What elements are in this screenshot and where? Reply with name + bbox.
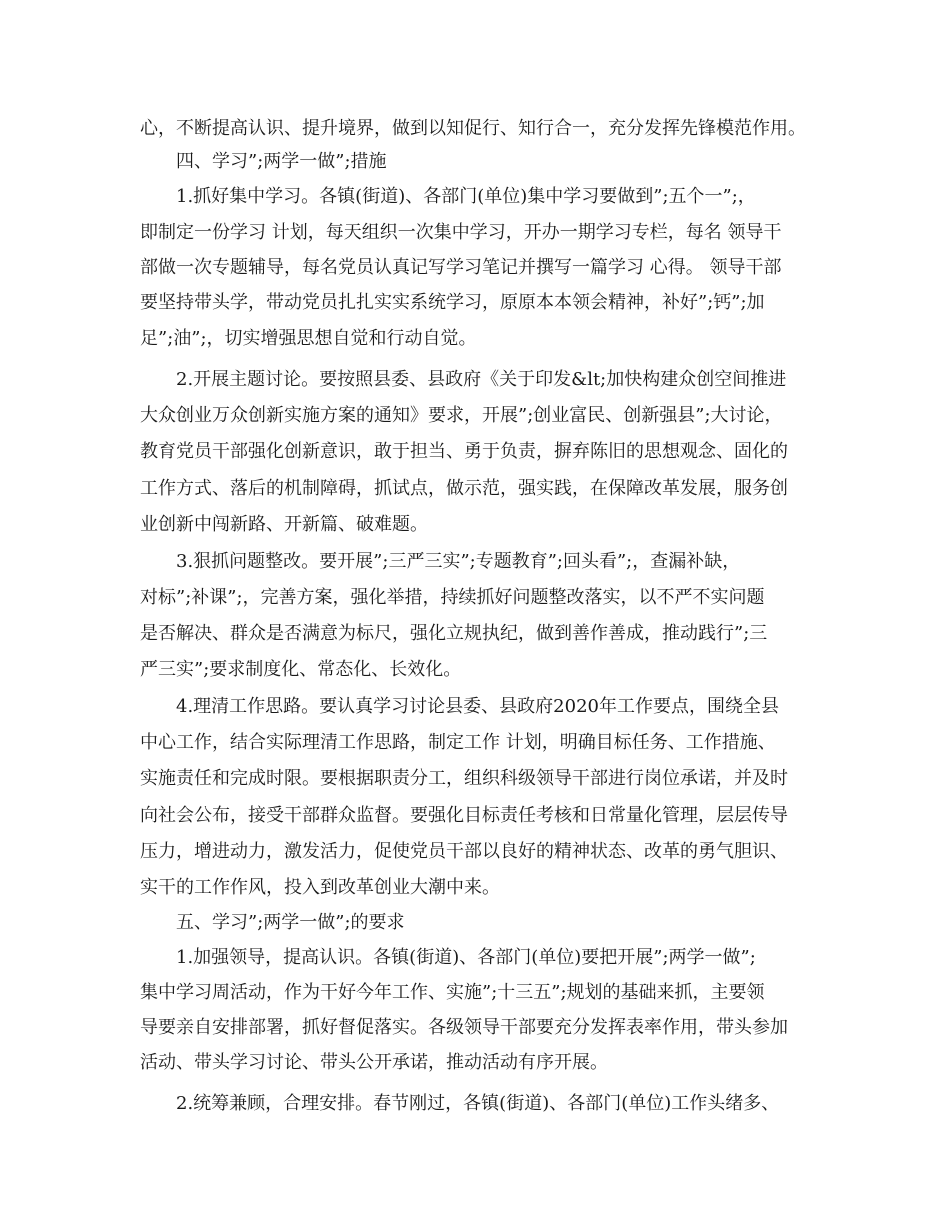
- text-line: 1.加强领导，提高认识。各镇(街道)、各部门(单位)要把开展”;两学一做”;: [176, 947, 756, 968]
- text-line: 活动、带头学习讨论、带头公开承诺，推动活动有序开展。: [140, 1052, 608, 1073]
- text-line: 实干的工作作风，投入到改革创业大潮中来。: [140, 877, 500, 898]
- text-line: 2.统筹兼顾，合理安排。春节刚过，各镇(街道)、各部门(单位)工作头绪多、: [176, 1093, 780, 1114]
- text-line: 导要亲自安排部署，抓好督促落实。各级领导干部要充分发挥表率作用，带头参加: [140, 1017, 788, 1038]
- text-line: 3.狠抓问题整改。要开展”;三严三实”;专题教育”;回头看”;，查漏补缺，: [176, 551, 741, 572]
- text-line: 教育党员干部强化创新意识，敢于担当、勇于负责，摒弃陈旧的思想观念、固化的: [140, 441, 788, 462]
- text-line: 2.开展主题讨论。要按照县委、县政府《关于印发&lt;加快构建众创空间推进: [176, 369, 787, 390]
- text-line: 是否解决、群众是否满意为标尺，强化立规执纪，做到善作善成，推动践行”;三: [140, 623, 768, 644]
- section-heading: 五、学习”;两学一做”;的要求: [176, 912, 405, 933]
- text-line: 压力，增进动力，激发活力，促使党员干部以良好的精神状态、改革的勇气胆识、: [140, 841, 788, 862]
- text-line: 向社会公布，接受干部群众监督。要强化目标责任考核和日常量化管理，层层传导: [140, 805, 788, 826]
- section-heading: 四、学习”;两学一做”;措施: [176, 151, 387, 172]
- text-line: 集中学习周活动，作为干好今年工作、实施”;十三五”;规划的基础来抓，主要领: [140, 982, 765, 1003]
- text-line: 足”;油”;，切实增强思想自觉和行动自觉。: [140, 328, 477, 349]
- text-line: 4.理清工作思路。要认真学习讨论县委、县政府2020年工作要点，围绕全县: [176, 696, 779, 717]
- text-line: 要坚持带头学，带动党员扎扎实实系统学习，原原本本领会精神，补好”;钙”;加: [140, 292, 765, 313]
- text-line: 即制定一份学习 计划，每天组织一次集中学习，开办一期学习专栏，每名 领导干: [140, 222, 782, 243]
- text-line: 1.抓好集中学习。各镇(街道)、各部门(单位)集中学习要做到”;五个一”;，: [176, 186, 756, 207]
- text-line: 心，不断提高认识、提升境界，做到以知促行、知行合一，充分发挥先锋模范作用。: [140, 118, 806, 139]
- text-line: 业创新中闯新路、开新篇、破难题。: [140, 514, 428, 535]
- text-line: 实施责任和完成时限。要根据职责分工，组织科级领导干部进行岗位承诺，并及时: [140, 768, 788, 789]
- text-line: 对标”;补课”;，完善方案，强化举措，持续抓好问题整改落实，以不严不实问题: [140, 587, 765, 608]
- text-line: 严三实”;要求制度化、常态化、长效化。: [140, 659, 462, 680]
- text-line: 部做一次专题辅导，每名党员认真记写学习笔记并撰写一篇学习 心得。 领导干部: [140, 257, 782, 278]
- text-line: 大众创业万众创新实施方案的通知》要求，开展”;创业富民、创新强县”;大讨论，: [140, 405, 783, 426]
- text-line: 中心工作，结合实际理清工作思路，制定工作 计划，明确目标任务、工作措施、: [140, 732, 776, 753]
- text-line: 工作方式、落后的机制障碍，抓试点，做示范，强实践，在保障改革发展，服务创: [140, 478, 788, 499]
